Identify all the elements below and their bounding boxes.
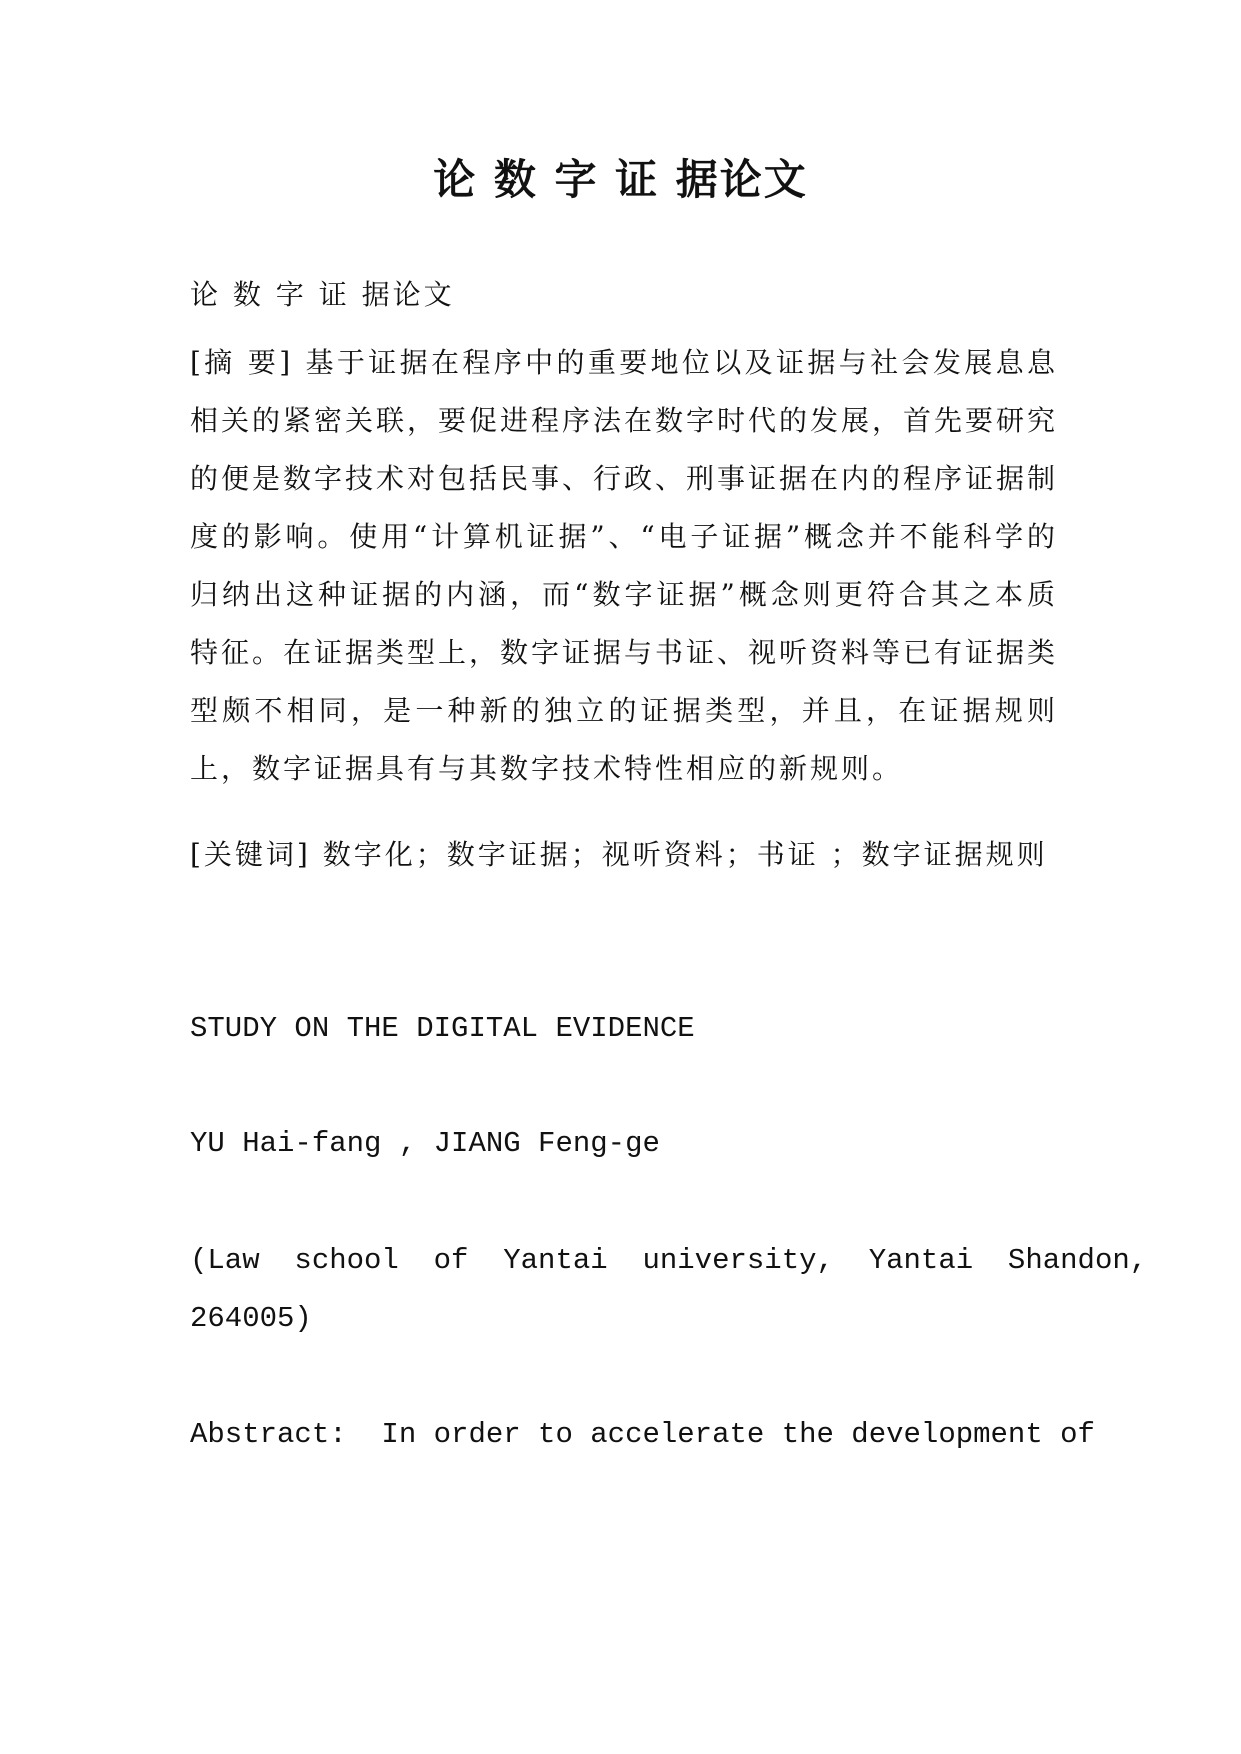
chinese-keywords: [关键词] 数字化；数字证据；视听资料；书证 ；数字证据规则 (190, 838, 1048, 871)
chinese-abstract: [摘 要] 基于证据在程序中的重要地位以及证据与社会发展息息相关的紧密关联，要促进程序法在数字时代的发展，首先要研究的便是数字技术对包括民事、行政、刑事证据在内的程序证据制度的影响。使用“计算机证据”、“电子证据”概念并不能科学的归纳出这种证据的内涵，而“数字证据”概念则更符合其之本质特征。在证据类型上，数字证据与书证、视听资料等已有证据类型颇不相同，是一种新的独立的证据类型，并且，在证据规则上，数字证据具有与其数字技术特性相应的新规则。 (190, 346, 1059, 785)
document-title: 论 数 字 证 据论文 (433, 155, 808, 204)
english-title: STUDY ON THE DIGITAL EVIDENCE (190, 1012, 695, 1045)
english-abstract-start: Abstract: In order to accelerate the development of (190, 1418, 1095, 1451)
english-affiliation-line-2: 264005) (190, 1302, 312, 1335)
subtitle-line: 论 数 字 证 据论文 (190, 278, 455, 311)
english-authors: YU Hai-fang , JIANG Feng-ge (190, 1127, 660, 1160)
english-affiliation-line-1: (Law school of Yantai university, Yantai Shandon, (190, 1244, 1148, 1277)
